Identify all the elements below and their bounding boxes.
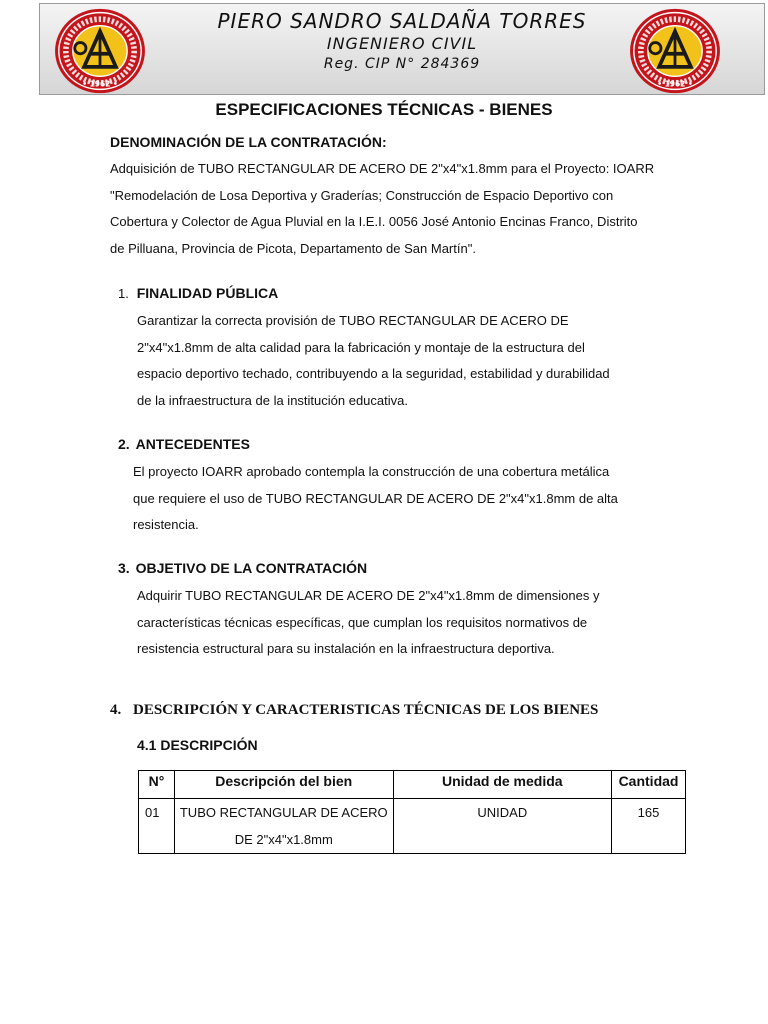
row-quantity: 165: [612, 799, 686, 854]
svg-text:• 1962 •: • 1962 •: [657, 79, 693, 89]
engineer-profession: INGENIERO CIVIL: [326, 34, 478, 53]
section-2-heading: [118, 436, 250, 452]
paragraph-line: "Remodelación de Losa Deportiva y Graderías; Construcción de Espacio Deportivo con: [110, 187, 614, 203]
table-header-number: N°: [139, 771, 175, 799]
paragraph-line: Adquisición de TUBO RECTANGULAR DE ACERO DE 2"x4"x1.8mm para el Proyecto: IOARR: [110, 161, 655, 176]
section-number: 2.: [118, 436, 130, 452]
row-unit: UNIDAD: [393, 799, 611, 854]
section-1-paragraph: [137, 308, 666, 414]
section-1-heading: [118, 285, 278, 301]
table-header-description: Descripción del bien: [174, 771, 393, 799]
letterhead: [39, 3, 765, 95]
table-header-quantity: Cantidad: [612, 771, 686, 799]
paragraph-line: de Pilluana, Provincia de Picota, Departamento de San Martín".: [110, 240, 476, 256]
section-3-heading: [118, 560, 367, 576]
paragraph-line: espacio deportivo techado, contribuyendo a la seguridad, estabilidad y durabilidad: [137, 366, 610, 382]
paragraph-line: resistencia estructural para su instalación en la infraestructura deportiva.: [137, 641, 555, 657]
engineer-registration: Reg. CIP N° 284369: [323, 56, 481, 72]
paragraph-line: Adquirir TUBO RECTANGULAR DE ACERO DE 2"x4"x1.8mm de dimensiones y: [137, 588, 600, 603]
paragraph-line: 2"x4"x1.8mm de alta calidad para la fabricación y montaje de la estructura del: [137, 339, 585, 355]
engineer-name: PIERO SANDRO SALDAÑA TORRES: [217, 9, 587, 33]
paragraph-line: resistencia.: [133, 517, 199, 533]
paragraph-line: de la infraestructura de la institución educativa.: [137, 392, 408, 408]
section-title: FINALIDAD PÚBLICA: [136, 285, 279, 301]
denomination-label: DENOMINACIÓN DE LA CONTRATACIÓN:: [110, 134, 387, 150]
svg-text:• 1962 •: • 1962 •: [82, 79, 118, 89]
table-row: [139, 799, 686, 854]
section-title: ANTECEDENTES: [135, 436, 250, 452]
letterhead-text: [150, 7, 654, 75]
paragraph-line: características técnicas específicas, que cumplan los requisitos normativos de: [137, 614, 588, 630]
section-number: 3.: [118, 560, 130, 576]
cip-seal-icon: [628, 7, 722, 95]
section-title: DESCRIPCIÓN Y CARACTERISTICAS TÉCNICAS DE LOS BIENES: [133, 702, 599, 718]
paragraph-line: Cobertura y Colector de Agua Pluvial en la I.E.I. 0056 José Antonio Encinas Franco, Distrito: [110, 214, 638, 230]
table-header-unit: Unidad de medida: [393, 771, 611, 799]
section-title: OBJETIVO DE LA CONTRATACIÓN: [135, 560, 368, 576]
goods-table: [138, 770, 686, 854]
section-number: 4.: [110, 702, 122, 718]
paragraph-line: que requiere el uso de TUBO RECTANGULAR DE ACERO DE 2"x4"x1.8mm de alta: [133, 490, 618, 506]
description-line: DE 2"x4"x1.8mm: [234, 832, 333, 847]
denomination-paragraph: [110, 156, 686, 262]
section-2-paragraph: [133, 459, 666, 539]
section-number: 1.: [118, 286, 129, 301]
paragraph-line: Garantizar la correcta provisión de TUBO RECTANGULAR DE ACERO DE: [137, 313, 569, 328]
cip-seal-icon: [53, 7, 147, 95]
section-4-heading: [110, 702, 598, 719]
description-line: TUBO RECTANGULAR DE ACERO: [179, 805, 388, 820]
subsection-4-1-heading: 4.1 DESCRIPCIÓN: [137, 737, 258, 753]
section-3-paragraph: [137, 583, 666, 663]
table-header-row: [139, 771, 686, 799]
paragraph-line: El proyecto IOARR aprobado contempla la construcción de una cobertura metálica: [133, 464, 610, 479]
row-number: 01: [139, 799, 175, 854]
document-title: ESPECIFICACIONES TÉCNICAS - BIENES: [215, 100, 553, 119]
row-description: [174, 799, 393, 854]
